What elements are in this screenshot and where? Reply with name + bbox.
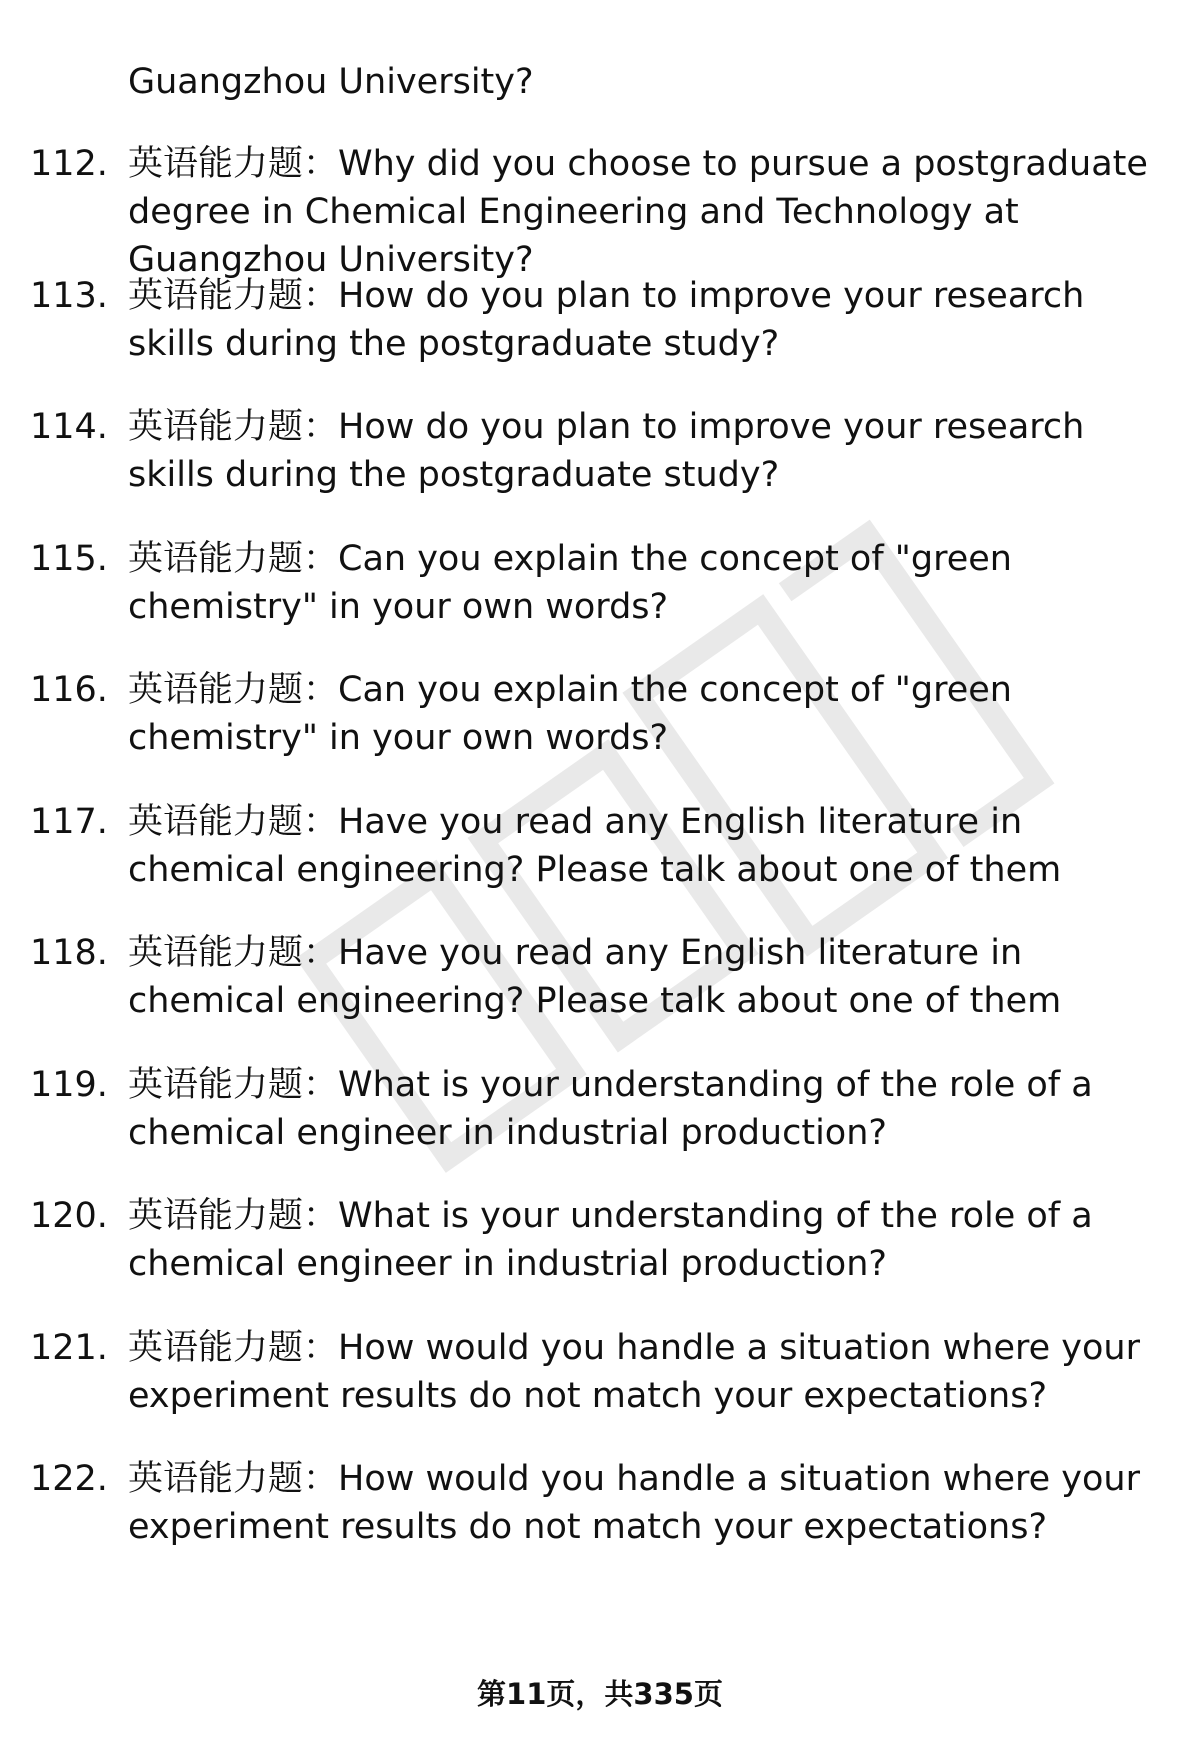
question-text [128, 1192, 1168, 1288]
question-item [0, 1061, 1200, 1193]
question-text-line: 英语能力题：Have you read any English literature in [128, 801, 1023, 842]
question-text-line: 英语能力题：How would you handle a situation where your [128, 1459, 1140, 1499]
question-text-line: 英语能力题：Can you explain the concept of "green [128, 670, 1012, 710]
question-text-line: 英语能力题：Why did you choose to pursue a postgraduate [128, 144, 1148, 184]
question-text-line: chemical engineer in industrial production? [128, 1244, 887, 1284]
question-text [128, 1455, 1168, 1551]
question-text-line: 英语能力题：Have you read any English literature in [128, 933, 1023, 973]
question-number: 118. [30, 933, 108, 973]
question-text-line: chemistry" in your own words? [128, 718, 669, 758]
question-item [0, 929, 1200, 1061]
question-text-line: experiment results do not match your expectations? [128, 1375, 1048, 1416]
question-text [128, 140, 1168, 284]
question-number: 121. [30, 1327, 108, 1368]
question-text-line: chemical engineer in industrial production? [128, 1112, 887, 1153]
question-text-line: 英语能力题：Can you explain the concept of "green [128, 538, 1012, 579]
question-continuation: Guangzhou University? [128, 62, 534, 102]
question-item [0, 140, 1200, 280]
question-text-line: chemical engineering? Please talk about one of them [128, 849, 1062, 890]
question-text-line: chemical engineering? Please talk about one of them [128, 981, 1062, 1021]
question-number: 112. [30, 144, 108, 184]
question-item [0, 1324, 1200, 1456]
question-number: 122. [30, 1459, 108, 1499]
question-text-line: 英语能力题：How do you plan to improve your research [128, 275, 1085, 316]
question-text-line: 英语能力题：How would you handle a situation where your [128, 1327, 1140, 1368]
question-text [128, 1324, 1168, 1420]
question-text-line: experiment results do not match your expectations? [128, 1507, 1048, 1547]
question-number: 119. [30, 1064, 108, 1105]
question-text-line: degree in Chemical Engineering and Technology at [128, 192, 1019, 232]
question-text [128, 666, 1168, 762]
question-text-line: skills during the postgraduate study? [128, 323, 780, 364]
question-item [0, 666, 1200, 798]
question-list [0, 140, 1200, 1587]
question-text [128, 1061, 1168, 1157]
question-text [128, 929, 1168, 1025]
page-number: 第11页，共335页 [477, 1677, 723, 1711]
question-text-line: skills during the postgraduate study? [128, 455, 780, 495]
question-item [0, 1192, 1200, 1324]
question-text-line: chemistry" in your own words? [128, 586, 669, 627]
question-item [0, 272, 1200, 404]
question-item [0, 1455, 1200, 1587]
question-text-line: 英语能力题：What is your understanding of the role of a [128, 1064, 1093, 1105]
question-text-line: Guangzhou University? [128, 240, 534, 280]
question-number: 116. [30, 670, 108, 710]
question-text [128, 798, 1168, 894]
question-number: 115. [30, 538, 108, 579]
question-number: 113. [30, 275, 108, 316]
question-number: 117. [30, 801, 108, 842]
question-text [128, 272, 1168, 368]
question-text [128, 403, 1168, 499]
question-number: 114. [30, 407, 108, 447]
question-text [128, 535, 1168, 631]
question-item [0, 535, 1200, 667]
question-text-line: 英语能力题：What is your understanding of the role of a [128, 1196, 1093, 1236]
question-item [0, 798, 1200, 930]
question-number: 120. [30, 1196, 108, 1236]
question-item [0, 403, 1200, 535]
question-text-line: 英语能力题：How do you plan to improve your research [128, 407, 1085, 447]
